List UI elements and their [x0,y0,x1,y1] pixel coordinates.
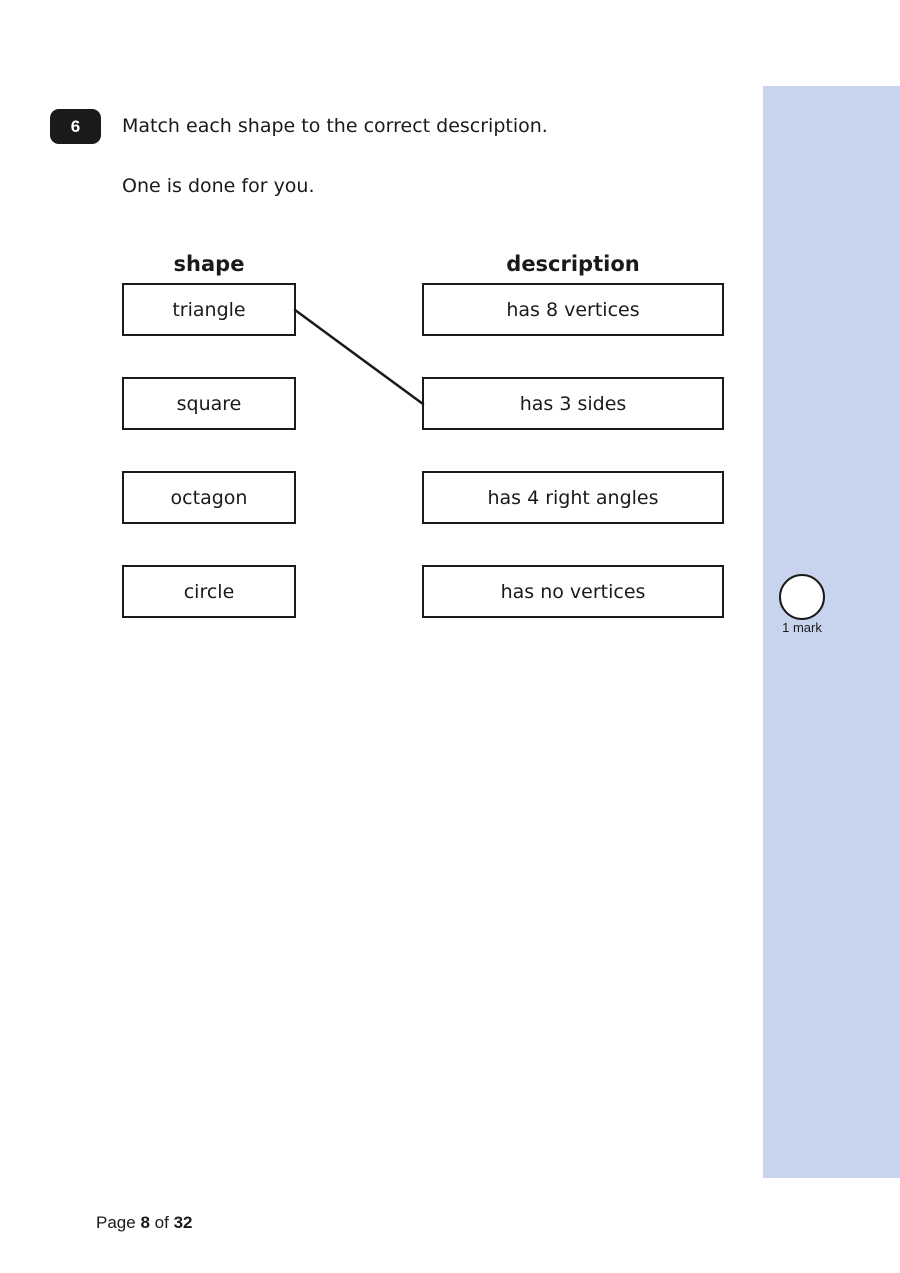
shape-box-circle[interactable]: circle [122,565,296,618]
description-box-3-sides[interactable]: has 3 sides [422,377,724,430]
question-number-badge: 6 [50,109,101,144]
question-instruction: Match each shape to the correct description. [122,115,548,137]
description-column-header: description [506,252,640,276]
description-box-no-vertices[interactable]: has no vertices [422,565,724,618]
shape-column-header: shape [173,252,245,276]
mark-box [779,574,825,620]
mark-label: 1 mark [782,620,822,635]
description-box-8-vertices[interactable]: has 8 vertices [422,283,724,336]
shape-box-octagon[interactable]: octagon [122,471,296,524]
current-page-number: 8 [140,1213,150,1232]
page-word: Page [96,1213,136,1232]
match-line-triangle-to-3-sides [295,310,423,404]
shape-box-square[interactable]: square [122,377,296,430]
page-footer [96,1213,192,1233]
total-pages-number: 32 [173,1213,193,1232]
description-box-4-right-angles[interactable]: has 4 right angles [422,471,724,524]
question-note: One is done for you. [122,175,315,197]
shape-box-triangle[interactable]: triangle [122,283,296,336]
of-word: of [154,1213,169,1232]
